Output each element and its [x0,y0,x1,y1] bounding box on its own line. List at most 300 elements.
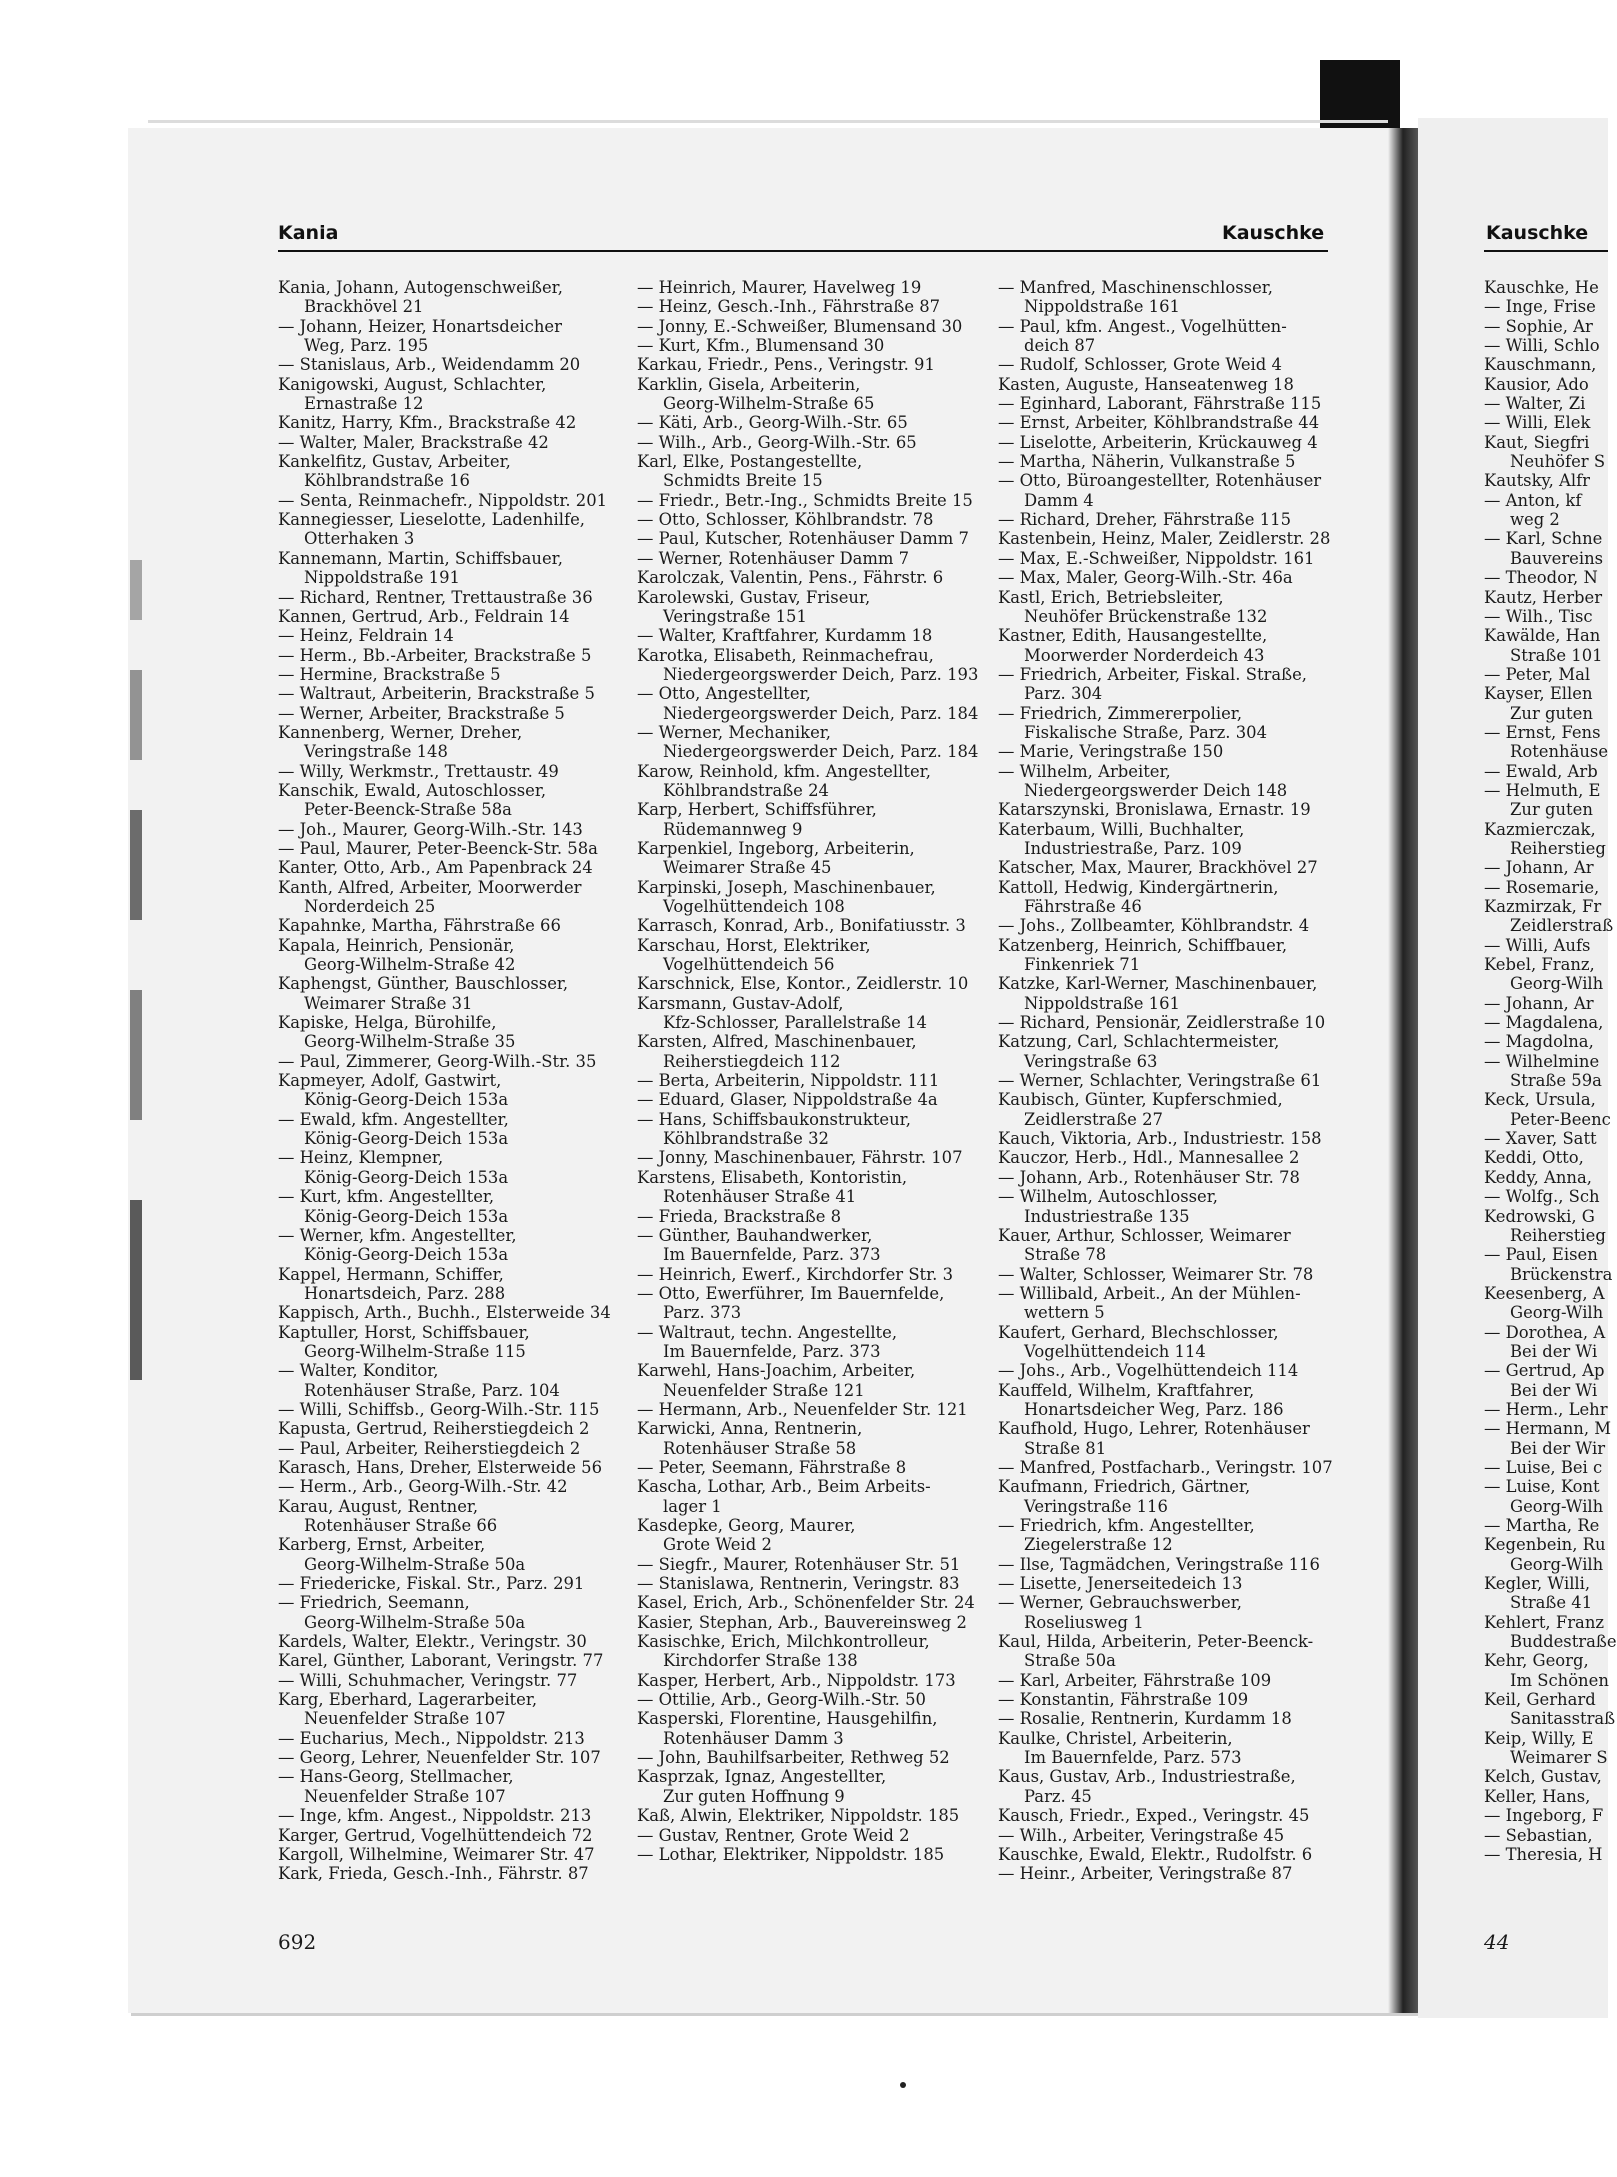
directory-entry-line: — Paul, kfm. Angest., Vogelhütten- [998,316,1287,336]
directory-entry-line: — Wilhelm, Autoschlosser, [998,1187,1218,1207]
directory-entry-line: — Gustav, Rentner, Grote Weid 2 [637,1825,910,1845]
directory-entry-line: — Otto, Büroangestellter, Rotenhäuser [998,471,1322,491]
directory-entry-line: Kaß, Alwin, Elektriker, Nippoldstr. 185 [637,1806,960,1826]
directory-entry-line: — Inge, Frise [1484,297,1596,317]
directory-entry-line: Kascha, Lothar, Arb., Beim Arbeits- [637,1477,931,1497]
directory-entry-line: Karp, Herbert, Schiffsführer, [637,800,877,820]
directory-entry-line: Kark, Frieda, Gesch.-Inh., Fährstr. 87 [278,1864,589,1884]
directory-entry-line: — Manfred, Postfacharb., Veringstr. 107 [998,1457,1333,1477]
entry-continuation-line: Im Schönen [1510,1670,1609,1690]
entry-continuation-line: Straße 81 [1024,1438,1107,1458]
entry-continuation-line: Weimarer Straße 31 [304,993,473,1013]
directory-entry-line: — Werner, Schlachter, Veringstraße 61 [998,1071,1322,1091]
entry-continuation-line: Neuhöfer Brückenstraße 132 [1024,606,1268,626]
entry-continuation-line: Parz. 45 [1024,1786,1092,1806]
entry-continuation-line: Bei der Wi [1510,1380,1598,1400]
entry-continuation-line: Straße 41 [1510,1593,1593,1613]
directory-entry-line: — Friedrich, Arbeiter, Fiskal. Straße, [998,664,1307,684]
directory-entry-line: — Johs., Zollbeamter, Köhlbrandstr. 4 [998,916,1310,936]
entry-continuation-line: Im Bauernfelde, Parz. 373 [663,1341,881,1361]
directory-entry-line: — Rosemarie, [1484,877,1600,897]
directory-entry-line: — Paul, Arbeiter, Reiherstiegdeich 2 [278,1438,581,1458]
entry-continuation-line: Veringstraße 116 [1024,1496,1168,1516]
directory-entry-line: — Ilse, Tagmädchen, Veringstraße 116 [998,1554,1320,1574]
directory-entry-line: Kegler, Willi, [1484,1574,1591,1594]
entry-continuation-line: Kfz-Schlosser, Parallelstraße 14 [663,1013,927,1033]
directory-entry-line: Kappisch, Arth., Buchh., Elsterweide 34 [278,1303,611,1323]
directory-entry-line: — Richard, Dreher, Fährstraße 115 [998,510,1291,530]
directory-entry-line: — Hermann, Arb., Neuenfelder Str. 121 [637,1399,968,1419]
directory-column-2 [637,278,982,1864]
entry-continuation-line: Reiherstiegdeich 112 [663,1051,841,1071]
directory-entry-line: — Paul, Eisen [1484,1245,1598,1265]
entry-continuation-line: Georg-Wilh [1510,1554,1604,1574]
directory-entry-line: Keip, Willy, E [1484,1728,1594,1748]
directory-entry-line: Keesenberg, A [1484,1283,1605,1303]
directory-entry-line: — Ottilie, Arb., Georg-Wilh.-Str. 50 [637,1690,926,1710]
directory-entry-line: — Magdolna, [1484,1032,1594,1052]
directory-entry-line: — Jonny, Maschinenbauer, Fährstr. 107 [637,1148,963,1168]
directory-entry-line: Karasch, Hans, Dreher, Elsterweide 56 [278,1457,603,1477]
directory-entry-line: Kaul, Hilda, Arbeiterin, Peter-Beenck- [998,1632,1314,1652]
right-page-header-rule [1484,250,1608,252]
directory-entry-line: — Liselotte, Arbeiterin, Krückauweg 4 [998,432,1318,452]
directory-entry-line: Kebel, Franz, [1484,955,1595,975]
directory-entry-line: Kaufert, Gerhard, Blechschlosser, [998,1322,1279,1342]
directory-entry-line: — Ewald, Arb [1484,761,1598,781]
directory-entry-line: — Günther, Bauhandwerker, [637,1225,873,1245]
directory-entry-line: — Anton, kf [1484,490,1582,510]
entry-continuation-line: Neuenfelder Straße 121 [663,1380,865,1400]
entry-continuation-line: Otterhaken 3 [304,529,415,549]
directory-entry-line: Katzenberg, Heinrich, Schiffbauer, [998,935,1288,955]
directory-entry-line: — Ernst, Fens [1484,722,1601,742]
entry-continuation-line: Fährstraße 46 [1024,897,1142,916]
directory-entry-line: Karger, Gertrud, Vogelhüttendeich 72 [278,1825,593,1845]
directory-entry-line: Karklin, Gisela, Arbeiterin, [637,374,861,394]
entry-continuation-line: König-Georg-Deich 153a [304,1090,509,1110]
directory-entry-line: — Walter, Konditor, [278,1361,439,1381]
entry-continuation-line: Bauvereins [1510,548,1604,568]
directory-entry-line: Keddy, Anna, [1484,1167,1592,1187]
directory-entry-line: Kasdepke, Georg, Maurer, [637,1516,856,1535]
entry-continuation-line: Rotenhäuser Straße 58 [663,1438,857,1458]
directory-entry-line: — Werner, kfm. Angestellter, [278,1225,517,1245]
directory-entry-line: — Heinrich, Maurer, Havelweg 19 [637,278,922,297]
directory-entry-line: — Lothar, Elektriker, Nippoldstr. 185 [637,1844,945,1864]
entry-continuation-line: Vogelhüttendeich 108 [663,897,845,916]
entry-continuation-line: Reiherstieg [1510,1225,1606,1245]
directory-entry-line: — Hermine, Brackstraße 5 [278,664,501,684]
directory-entry-line: Kattoll, Hedwig, Kindergärtnerin, [998,877,1279,897]
entry-continuation-line: deich 87 [1024,336,1096,356]
directory-entry-line: — Inge, kfm. Angest., Nippoldstr. 213 [278,1806,592,1826]
directory-entry-line: — Wilh., Arbeiter, Veringstraße 45 [998,1825,1285,1845]
directory-entry-line: Kanschik, Ewald, Autoschlosser, [278,780,547,800]
directory-entry-line: — Max, Maler, Georg-Wilh.-Str. 46a [998,568,1293,588]
directory-entry-line: — Johann, Ar [1484,993,1594,1013]
directory-entry-line: Kastenbein, Heinz, Maler, Zeidlerstr. 28 [998,529,1331,549]
entry-continuation-line: Rotenhäuser Straße 41 [663,1187,857,1207]
directory-entry-line: Kehlert, Franz [1484,1612,1605,1632]
running-header-right: Kauschke [1222,222,1325,244]
directory-entry-line: Kauschmann, [1484,355,1597,375]
directory-entry-line: Kasier, Stephan, Arb., Bauvereinsweg 2 [637,1612,967,1632]
directory-entry-line: — Martha, Näherin, Vulkanstraße 5 [998,452,1296,472]
directory-entry-line: Kaptuller, Horst, Schiffsbauer, [278,1322,530,1342]
entry-continuation-line: Honartsdeicher Weg, Parz. 186 [1024,1399,1284,1419]
directory-entry-line: Karberg, Ernst, Arbeiter, [278,1535,486,1555]
entry-continuation-line: Ernastraße 12 [304,394,424,414]
directory-entry-line: Kanth, Alfred, Arbeiter, Moorwerder [278,877,582,897]
directory-entry-line: Kauschke, Ewald, Elektr., Rudolfstr. 6 [998,1844,1313,1864]
directory-entry-line: Karolewski, Gustav, Friseur, [637,587,871,607]
directory-entry-line: — Dorothea, A [1484,1322,1606,1342]
directory-entry-line: — Otto, Ewerführer, Im Bauernfelde, [637,1283,945,1303]
directory-entry-line: Kannenberg, Werner, Dreher, [278,722,523,742]
directory-entry-line: — Joh., Maurer, Georg-Wilh.-Str. 143 [278,819,583,839]
directory-entry-line: Kapahnke, Martha, Fährstraße 66 [278,916,561,936]
directory-entry-line: — Friedrich, Zimmererpolier, [998,703,1243,723]
entry-continuation-line: Georg-Wilhelm-Straße 50a [304,1612,526,1632]
entry-continuation-line: Georg-Wilh [1510,1303,1604,1323]
directory-entry-line: — Eginhard, Laborant, Fährstraße 115 [998,394,1322,414]
running-header-left: Kania [278,222,339,244]
entry-continuation-line: Weg, Parz. 195 [304,336,429,356]
directory-entry-line: — Waltraut, Arbeiterin, Brackstraße 5 [278,684,595,704]
directory-entry-line: — Stanislawa, Rentnerin, Veringstr. 83 [637,1574,960,1594]
directory-entry-line: Kanitz, Harry, Kfm., Brackstraße 42 [278,413,577,433]
directory-entry-line: — Rosalie, Rentnerin, Kurdamm 18 [998,1709,1292,1729]
directory-column-1 [278,278,623,1884]
directory-entry-line: — Konstantin, Fährstraße 109 [998,1690,1249,1710]
directory-entry-line: Karow, Reinhold, kfm. Angestellter, [637,761,931,781]
directory-entry-line: — Gertrud, Ap [1484,1361,1605,1381]
directory-entry-line: — Manfred, Maschinenschlosser, [998,278,1274,297]
directory-entry-line: — Friedrich, Seemann, [278,1593,470,1613]
entry-continuation-line: Peter-Beenc [1510,1109,1611,1129]
entry-continuation-line: wettern 5 [1024,1303,1105,1323]
directory-entry-line: Kauschke, He [1484,278,1599,297]
directory-entry-line: Karl, Elke, Postangestellte, [637,452,863,472]
entry-continuation-line: Rüdemannweg 9 [663,819,803,839]
directory-entry-line: Kasten, Auguste, Hanseatenweg 18 [998,374,1294,394]
directory-entry-line: — Rudolf, Schlosser, Grote Weid 4 [998,355,1282,375]
directory-entry-line: — Otto, Schlosser, Köhlbrandstr. 78 [637,510,934,530]
entry-continuation-line: Damm 4 [1024,490,1094,510]
directory-entry-line: Kautsky, Alfr [1484,471,1590,491]
directory-entry-line: Kaubisch, Günter, Kupferschmied, [998,1090,1283,1110]
entry-continuation-line: König-Georg-Deich 153a [304,1206,509,1226]
directory-entry-line: — Richard, Rentner, Trettaustraße 36 [278,587,593,607]
entry-continuation-line: Niedergeorgswerder Deich, Parz. 184 [663,703,979,723]
directory-entry-line: — Sebastian, [1484,1825,1593,1845]
entry-continuation-line: Bei der Wi [1510,1341,1598,1361]
directory-entry-line: — Martha, Re [1484,1516,1600,1535]
directory-entry-line: Karwehl, Hans-Joachim, Arbeiter, [637,1361,916,1381]
entry-continuation-line: Ziegelerstraße 12 [1024,1535,1173,1555]
directory-entry-line: Kastl, Erich, Betriebsleiter, [998,587,1224,607]
entry-continuation-line: Georg-Wilh [1510,1496,1604,1516]
directory-entry-line: — Willi, Aufs [1484,935,1591,955]
directory-entry-line: — Eucharius, Mech., Nippoldstr. 213 [278,1728,585,1748]
entry-continuation-line: Finkenriek 71 [1024,955,1141,975]
entry-continuation-line: Rotenhäuser Straße, Parz. 104 [304,1380,560,1400]
entry-continuation-line: Köhlbrandstraße 32 [663,1129,829,1149]
directory-entry-line: — Werner, Mechaniker, [637,722,832,742]
directory-entry-line: Kauczor, Herb., Hdl., Mannesallee 2 [998,1148,1300,1168]
directory-entry-line: — Werner, Gebrauchswerber, [998,1593,1242,1613]
entry-continuation-line: Parz. 304 [1024,684,1103,704]
entry-continuation-line: Honartsdeich, Parz. 288 [304,1283,506,1303]
directory-entry-line: — Eduard, Glaser, Nippoldstraße 4a [637,1090,938,1110]
directory-entry-line: Kappel, Hermann, Schiffer, [278,1264,504,1284]
directory-entry-line: — Berta, Arbeiterin, Nippoldstr. 111 [637,1071,940,1091]
entry-continuation-line: Veringstraße 151 [663,606,807,626]
directory-entry-line: — Jonny, E.-Schweißer, Blumensand 30 [637,316,963,336]
entry-continuation-line: Rotenhäuse [1510,742,1609,762]
directory-entry-line: — Hermann, M [1484,1419,1612,1439]
directory-entry-line: — Helmuth, E [1484,780,1601,800]
page-edge-marks [130,560,144,1560]
entry-continuation-line: Industriestraße, Parz. 109 [1024,838,1242,858]
entry-continuation-line: Parz. 373 [663,1303,742,1323]
directory-entry-line: — Theresia, H [1484,1844,1603,1864]
entry-continuation-line: Niedergeorgswerder Deich 148 [1024,780,1288,800]
scan-dust-dot [900,2082,906,2088]
entry-continuation-line: Straße 101 [1510,645,1603,665]
directory-entry-line: — Friedrich, kfm. Angestellter, [998,1516,1255,1535]
directory-entry-line: Kayser, Ellen [1484,684,1593,704]
entry-continuation-line: Köhlbrandstraße 16 [304,471,470,491]
directory-entry-line: Kanigowski, August, Schlachter, [278,374,547,394]
directory-entry-line: Karau, August, Rentner, [278,1496,479,1516]
directory-entry-line: Kasel, Erich, Arb., Schönenfelder Str. 24 [637,1593,975,1613]
entry-continuation-line: Reiherstieg [1510,838,1606,858]
directory-entry-line: Kasprzak, Ignaz, Angestellter, [637,1767,887,1787]
directory-entry-line: Kazmierczak, [1484,819,1596,839]
directory-entry-line: Karsmann, Gustav-Adolf, [637,993,844,1013]
directory-entry-line: — Johann, Arb., Rotenhäuser Str. 78 [998,1167,1300,1187]
book-gutter [1388,128,1418,2013]
directory-entry-line: — Friedericke, Fiskal. Str., Parz. 291 [278,1574,585,1594]
directory-entry-line: Kargoll, Wilhelmine, Weimarer Str. 47 [278,1844,595,1864]
entry-continuation-line: Nippoldstraße 191 [304,568,460,588]
directory-entry-line: — Werner, Rotenhäuser Damm 7 [637,548,910,568]
directory-entry-line: — Marie, Veringstraße 150 [998,742,1224,762]
directory-entry-line: — John, Bauhilfsarbeiter, Rethweg 52 [637,1748,950,1768]
directory-entry-line: Kautz, Herber [1484,587,1603,607]
entry-continuation-line: Kirchdorfer Straße 138 [663,1651,858,1671]
directory-entry-line: — Peter, Mal [1484,664,1591,684]
entry-continuation-line: Rotenhäuser Damm 3 [663,1728,844,1748]
directory-entry-line: Karrasch, Konrad, Arb., Bonifatiusstr. 3 [637,916,966,936]
entry-continuation-line: Straße 50a [1024,1651,1116,1671]
directory-entry-line: Kauer, Arthur, Schlosser, Weimarer [998,1225,1291,1245]
entry-continuation-line: Grote Weid 2 [663,1535,772,1555]
directory-entry-line: — Magdalena, [1484,1013,1604,1033]
directory-entry-line: — Walter, Schlosser, Weimarer Str. 78 [998,1264,1314,1284]
directory-entry-line: Kauch, Viktoria, Arb., Industriestr. 158 [998,1129,1322,1149]
directory-column-3 [998,278,1343,1884]
directory-entry-line: Karpinski, Joseph, Maschinenbauer, [637,877,936,897]
directory-entry-line: — Heinz, Feldrain 14 [278,626,454,646]
directory-entry-line: Kaulke, Christel, Arbeiterin, [998,1728,1233,1748]
directory-entry-line: — Herm., Bb.-Arbeiter, Brackstraße 5 [278,645,592,665]
directory-entry-line: Keller, Hans, [1484,1786,1591,1806]
entry-continuation-line: Fiskalische Straße, Parz. 304 [1024,722,1268,742]
entry-continuation-line: Zeidlerstraße 27 [1024,1109,1163,1129]
directory-entry-line: Kaufhold, Hugo, Lehrer, Rotenhäuser [998,1419,1310,1439]
directory-entry-line: Karwicki, Anna, Rentnerin, [637,1419,863,1439]
directory-entry-line: — Friedr., Betr.-Ing., Schmidts Breite 15 [637,490,973,510]
entry-continuation-line: Straße 59a [1510,1071,1602,1091]
directory-entry-line: Kapmeyer, Adolf, Gastwirt, [278,1071,502,1091]
directory-entry-line: Katscher, Max, Maurer, Brackhövel 27 [998,858,1318,878]
directory-entry-line: — Werner, Arbeiter, Brackstraße 5 [278,703,565,723]
directory-entry-line: — Willi, Schlo [1484,336,1600,356]
directory-entry-line: Kausior, Ado [1484,374,1589,394]
entry-continuation-line: Niedergeorgswerder Deich, Parz. 193 [663,664,979,684]
directory-entry-line: — Frieda, Brackstraße 8 [637,1206,842,1226]
directory-entry-line: — Lisette, Jenerseitedeich 13 [998,1574,1243,1594]
directory-entry-line: Kelch, Gustav, [1484,1767,1602,1787]
directory-entry-line: — Kurt, Kfm., Blumensand 30 [637,336,885,356]
directory-entry-line: Kannegiesser, Lieselotte, Ladenhilfe, [278,510,586,530]
directory-entry-line: Keil, Gerhard [1484,1690,1596,1710]
entry-continuation-line: Zur guten [1510,800,1593,820]
directory-entry-line: Kapusta, Gertrud, Reiherstiegdeich 2 [278,1419,590,1439]
directory-entry-line: — Georg, Lehrer, Neuenfelder Str. 107 [278,1748,601,1768]
directory-entry-line: — Waltraut, techn. Angestellte, [637,1322,898,1342]
directory-entry-line: Kaut, Siegfri [1484,432,1590,452]
directory-entry-line: Kasper, Herbert, Arb., Nippoldstr. 173 [637,1670,956,1690]
directory-entry-line: — Otto, Angestellter, [637,684,811,704]
directory-entry-line: — Walter, Zi [1484,394,1586,414]
entry-continuation-line: Vogelhüttendeich 56 [663,955,835,975]
entry-continuation-line: Nippoldstraße 161 [1024,993,1180,1013]
entry-continuation-line: Georg-Wilh [1510,974,1604,994]
directory-entry-line: — Siegfr., Maurer, Rotenhäuser Str. 51 [637,1554,961,1574]
directory-entry-line: — Wilhelmine [1484,1051,1600,1071]
entry-continuation-line: Vogelhüttendeich 114 [1024,1341,1206,1361]
directory-entry-line: — Willi, Schuhmacher, Veringstr. 77 [278,1670,578,1690]
directory-entry-line: — Willi, Elek [1484,413,1591,433]
entry-continuation-line: Nippoldstraße 161 [1024,297,1180,317]
directory-entry-line: — Heinrich, Ewerf., Kirchdorfer Str. 3 [637,1264,954,1284]
entry-continuation-line: Norderdeich 25 [304,897,436,916]
directory-entry-line: — Johs., Arb., Vogelhüttendeich 114 [998,1361,1299,1381]
directory-entry-line: — Sophie, Ar [1484,316,1593,336]
directory-entry-line: — Luise, Kont [1484,1477,1600,1497]
directory-entry-line: — Luise, Bei c [1484,1457,1603,1477]
directory-entry-line: — Walter, Maler, Brackstraße 42 [278,432,549,452]
directory-entry-line: Kaufmann, Friedrich, Gärtner, [998,1477,1251,1497]
directory-entry-line: — Theodor, N [1484,568,1598,588]
directory-entry-line: Kauffeld, Wilhelm, Kraftfahrer, [998,1380,1255,1400]
directory-entry-line: Kaphengst, Günther, Bauschlosser, [278,974,569,994]
entry-continuation-line: Roseliusweg 1 [1024,1612,1144,1632]
directory-entry-line: Kardels, Walter, Elektr., Veringstr. 30 [278,1632,587,1652]
directory-entry-line: Karel, Günther, Laborant, Veringstr. 77 [278,1651,604,1671]
directory-entry-line: — Paul, Zimmerer, Georg-Wilh.-Str. 35 [278,1051,597,1071]
entry-continuation-line: Schmidts Breite 15 [663,471,823,491]
directory-entry-line: — Heinz, Gesch.-Inh., Fährstraße 87 [637,297,941,317]
entry-continuation-line: Sanitasstraß [1510,1709,1616,1729]
right-page-column [1484,278,1617,1864]
directory-entry-line: — Max, E.-Schweißer, Nippoldstr. 161 [998,548,1315,568]
directory-entry-line: Karg, Eberhard, Lagerarbeiter, [278,1690,538,1710]
entry-continuation-line: Georg-Wilhelm-Straße 50a [304,1554,526,1574]
directory-entry-line: Kegenbein, Ru [1484,1535,1606,1555]
directory-entry-line: — Ewald, kfm. Angestellter, [278,1109,509,1129]
entry-continuation-line: Neuenfelder Straße 107 [304,1786,506,1806]
entry-continuation-line: Brückenstra [1510,1264,1613,1284]
right-page-header: Kauschke [1486,222,1589,244]
directory-entry-line: Karotka, Elisabeth, Reinmachefrau, [637,645,934,665]
directory-entry-line: — Wilh., Arb., Georg-Wilh.-Str. 65 [637,432,917,452]
entry-continuation-line: König-Georg-Deich 153a [304,1167,509,1187]
entry-continuation-line: Zeidlerstraß [1510,916,1614,936]
directory-entry-line: Kankelfitz, Gustav, Arbeiter, [278,452,511,472]
page-number: 692 [278,1930,317,1954]
entry-continuation-line: Industriestraße 135 [1024,1206,1190,1226]
directory-entry-line: — Richard, Pensionär, Zeidlerstraße 10 [998,1013,1326,1033]
entry-continuation-line: Moorwerder Norderdeich 43 [1024,645,1265,665]
right-page-number: 44 [1484,1930,1510,1954]
entry-continuation-line: Rotenhäuser Straße 66 [304,1516,498,1535]
entry-continuation-line: Peter-Beenck-Straße 58a [304,800,512,820]
directory-entry-line: Katzung, Carl, Schlachtermeister, [998,1032,1280,1052]
directory-entry-line: Kedrowski, G [1484,1206,1595,1226]
directory-entry-line: Katarszynski, Bronislawa, Ernastr. 19 [998,800,1311,820]
directory-entry-line: — Johann, Ar [1484,858,1594,878]
directory-entry-line: — Willi, Schiffsb., Georg-Wilh.-Str. 115 [278,1399,600,1419]
directory-entry-line: Kasperski, Florentine, Hausgehilfin, [637,1709,938,1729]
directory-entry-line: Kania, Johann, Autogenschweißer, [278,278,563,297]
entry-continuation-line: Neuenfelder Straße 107 [304,1709,506,1729]
directory-entry-line: — Johann, Heizer, Honartsdeicher [278,316,562,336]
header-rule [278,250,1328,252]
directory-entry-line: — Käti, Arb., Georg-Wilh.-Str. 65 [637,413,908,433]
entry-continuation-line: Zur guten [1510,703,1593,723]
directory-entry-line: — Willy, Werkmstr., Trettaustr. 49 [278,761,559,781]
entry-continuation-line: Niedergeorgswerder Deich, Parz. 184 [663,742,979,762]
directory-entry-line: — Stanislaus, Arb., Weidendamm 20 [278,355,581,375]
directory-entry-line: Karkau, Friedr., Pens., Veringstr. 91 [637,355,935,375]
entry-continuation-line: Georg-Wilhelm-Straße 115 [304,1341,526,1361]
directory-entry-line: Kapala, Heinrich, Pensionär, [278,935,515,955]
directory-entry-line: Kaus, Gustav, Arb., Industriestraße, [998,1767,1296,1787]
entry-continuation-line: Veringstraße 63 [1024,1051,1158,1071]
entry-continuation-line: Zur guten Hoffnung 9 [663,1786,845,1806]
directory-entry-line: — Herm., Lehr [1484,1399,1608,1419]
directory-entry-line: Keddi, Otto, [1484,1148,1584,1168]
directory-entry-line: Karstens, Elisabeth, Kontoristin, [637,1167,908,1187]
entry-continuation-line: weg 2 [1510,510,1560,530]
directory-entry-line: Kannemann, Martin, Schiffsbauer, [278,548,563,568]
directory-entry-line: Katerbaum, Willi, Buchhalter, [998,819,1245,839]
entry-continuation-line: Weimarer Straße 45 [663,858,832,878]
directory-entry-line: Kawälde, Han [1484,626,1601,646]
directory-entry-line: Kapiske, Helga, Bürohilfe, [278,1013,497,1033]
directory-entry-line: — Wilhelm, Arbeiter, [998,761,1171,781]
entry-continuation-line: lager 1 [663,1496,722,1516]
directory-entry-line: Kazmirzak, Fr [1484,897,1602,916]
entry-continuation-line: Buddestraße [1510,1632,1617,1652]
directory-entry-line: — Willibald, Arbeit., An der Mühlen- [998,1283,1301,1303]
directory-entry-line: — Karl, Schne [1484,529,1603,549]
